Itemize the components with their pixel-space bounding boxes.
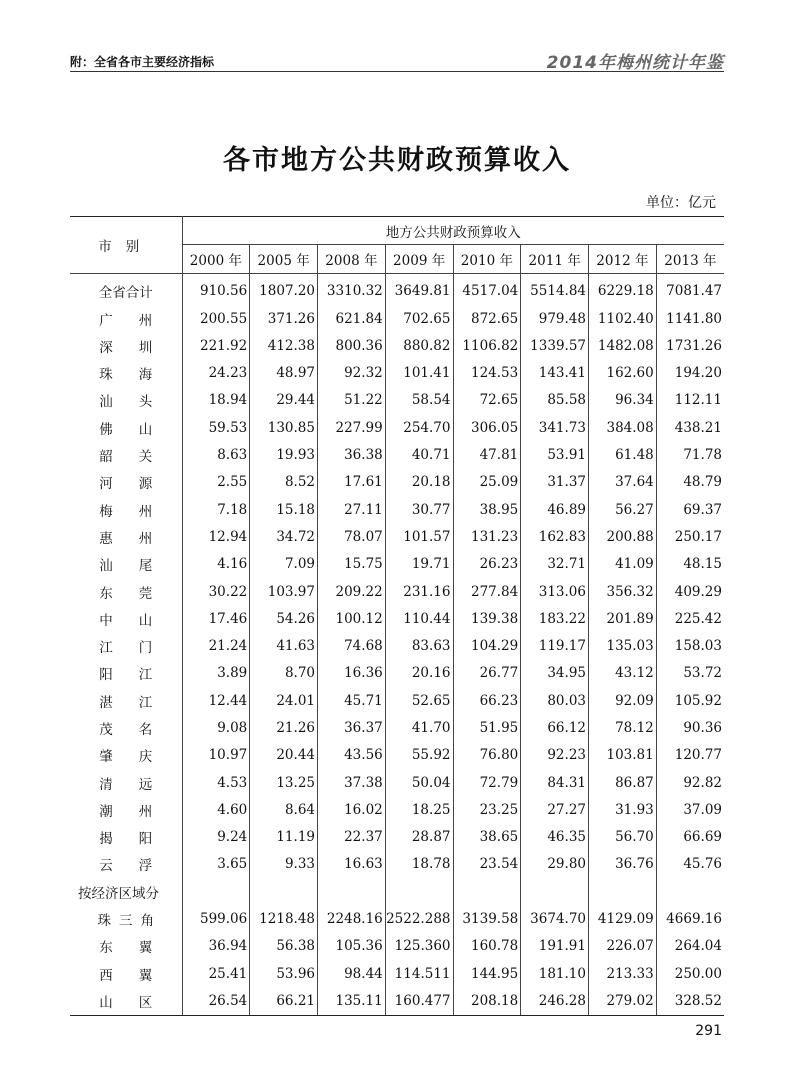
value-cell: 9.24 (217, 829, 248, 846)
region-label: 按经济区域分 (70, 878, 182, 905)
value-cell: 130.85 (250, 414, 318, 441)
value-cell: 41.70 (385, 714, 453, 741)
value-cell: 264.04 (656, 933, 724, 960)
value-cell: 12.44 (208, 692, 248, 709)
value-cell: 183.22 (521, 605, 589, 632)
value-cell: 96.34 (589, 387, 657, 414)
value-cell: 621.84 (318, 305, 386, 332)
value-cell: 23.25 (453, 796, 521, 823)
value-cell: 7081.47 (656, 273, 724, 305)
value-cell: 45.71 (318, 687, 386, 714)
value-cell: 1731.26 (656, 332, 724, 359)
value-cell: 29.80 (521, 851, 589, 878)
row-name: 肇庆 (70, 742, 182, 769)
value-cell: 47.81 (453, 441, 521, 468)
value-cell: 979.48 (521, 305, 589, 332)
year-header: 2005 年 (250, 245, 318, 273)
value-cell: 46.35 (521, 824, 589, 851)
value-cell: 26.54 (182, 987, 250, 1015)
value-cell: 24.23 (208, 365, 248, 382)
value-cell: 221.92 (200, 337, 248, 354)
value-cell: 2522.288 (385, 905, 453, 932)
value-cell: 16.02 (318, 796, 386, 823)
value-cell: 2248.16 (318, 905, 386, 932)
year-header: 2012 年 (589, 245, 657, 273)
value-cell: 59.53 (208, 419, 248, 436)
row-name: 珠海 (70, 359, 182, 386)
value-cell: 313.06 (521, 578, 589, 605)
table-row (70, 960, 724, 987)
value-cell: 1102.40 (589, 305, 657, 332)
value-cell: 48.79 (656, 469, 724, 496)
row-name: 揭阳 (70, 824, 182, 851)
value-cell: 17.46 (208, 610, 248, 627)
value-cell: 66.12 (521, 714, 589, 741)
value-cell: 3674.70 (521, 905, 589, 932)
row-name: 云浮 (70, 851, 182, 878)
value-cell: 92.32 (318, 359, 386, 386)
value-cell: 800.36 (318, 332, 386, 359)
value-cell: 72.79 (453, 769, 521, 796)
value-cell: 105.92 (656, 687, 724, 714)
value-cell: 4.16 (217, 556, 248, 573)
empty-cell (521, 878, 589, 905)
value-cell: 13.25 (250, 769, 318, 796)
value-cell: 8.52 (250, 469, 318, 496)
row-name: 佛山 (70, 414, 182, 441)
row-name: 东翼 (70, 933, 182, 960)
value-cell: 4517.04 (453, 273, 521, 305)
table-row (70, 742, 724, 769)
value-cell: 53.91 (521, 441, 589, 468)
value-cell: 104.29 (453, 632, 521, 659)
table-row (70, 714, 724, 741)
value-cell: 25.41 (208, 965, 248, 982)
value-cell: 194.20 (656, 359, 724, 386)
value-cell: 56.70 (589, 824, 657, 851)
value-cell: 21.26 (250, 714, 318, 741)
value-cell: 29.44 (250, 387, 318, 414)
value-cell: 28.87 (385, 824, 453, 851)
value-cell: 209.22 (318, 578, 386, 605)
table-row (70, 824, 724, 851)
table-row (70, 632, 724, 659)
table-row (70, 387, 724, 414)
value-cell: 112.11 (656, 387, 724, 414)
section-header: 附：全省各市主要经济指标 (70, 55, 215, 69)
value-cell: 92.09 (589, 687, 657, 714)
value-cell: 22.37 (318, 824, 386, 851)
value-cell: 43.12 (589, 660, 657, 687)
empty-cell (182, 878, 250, 905)
value-cell: 69.37 (656, 496, 724, 523)
value-cell: 226.07 (589, 933, 657, 960)
value-cell: 36.38 (318, 441, 386, 468)
value-cell: 34.72 (250, 523, 318, 550)
value-cell: 201.89 (589, 605, 657, 632)
value-cell: 71.78 (656, 441, 724, 468)
value-cell: 21.24 (208, 638, 248, 655)
value-cell: 16.36 (318, 660, 386, 687)
value-cell: 1218.48 (250, 905, 318, 932)
value-cell: 227.99 (318, 414, 386, 441)
value-cell: 48.15 (656, 551, 724, 578)
empty-cell (385, 878, 453, 905)
value-cell: 5514.84 (521, 273, 589, 305)
value-cell: 85.58 (521, 387, 589, 414)
value-cell: 92.23 (521, 742, 589, 769)
value-cell: 384.08 (589, 414, 657, 441)
row-name: 东莞 (70, 578, 182, 605)
value-cell: 341.73 (521, 414, 589, 441)
value-cell: 191.91 (521, 933, 589, 960)
value-cell: 8.70 (250, 660, 318, 687)
value-cell: 139.38 (453, 605, 521, 632)
value-cell: 2.55 (217, 474, 248, 491)
table-row (70, 414, 724, 441)
table-row (70, 905, 724, 932)
value-cell: 114.511 (385, 960, 453, 987)
value-cell: 54.26 (250, 605, 318, 632)
value-cell: 181.10 (521, 960, 589, 987)
value-cell: 4669.16 (656, 905, 724, 932)
value-cell: 50.04 (385, 769, 453, 796)
value-cell: 16.63 (318, 851, 386, 878)
year-header: 2009 年 (385, 245, 453, 273)
value-cell: 32.71 (521, 551, 589, 578)
value-cell: 225.42 (656, 605, 724, 632)
value-cell: 328.52 (656, 987, 724, 1015)
year-header: 2008 年 (318, 245, 386, 273)
value-cell: 279.02 (589, 987, 657, 1015)
table-row (70, 523, 724, 550)
value-cell: 20.44 (250, 742, 318, 769)
value-cell: 135.11 (318, 987, 386, 1015)
value-cell: 162.60 (589, 359, 657, 386)
value-cell: 3.65 (217, 856, 248, 873)
value-cell: 43.56 (318, 742, 386, 769)
value-cell: 438.21 (656, 414, 724, 441)
value-cell: 30.22 (208, 583, 248, 600)
value-cell: 231.16 (385, 578, 453, 605)
row-name: 广州 (70, 305, 182, 332)
value-cell: 910.56 (200, 283, 248, 300)
value-cell: 200.55 (200, 310, 248, 327)
value-cell: 254.70 (385, 414, 453, 441)
row-name: 韶关 (70, 441, 182, 468)
table-row (70, 332, 724, 359)
value-cell: 15.75 (318, 551, 386, 578)
table-row (70, 469, 724, 496)
value-cell: 46.89 (521, 496, 589, 523)
value-cell: 8.64 (250, 796, 318, 823)
page-title: 各市地方公共财政预算收入 (223, 145, 571, 176)
value-cell: 84.31 (521, 769, 589, 796)
value-cell: 143.41 (521, 359, 589, 386)
table-row (70, 551, 724, 578)
value-cell: 9.08 (217, 719, 248, 736)
value-cell: 98.44 (318, 960, 386, 987)
value-cell: 15.18 (250, 496, 318, 523)
table-row (70, 851, 724, 878)
value-cell: 162.83 (521, 523, 589, 550)
value-cell: 4.60 (217, 801, 248, 818)
row-name: 深圳 (70, 332, 182, 359)
value-cell: 100.12 (318, 605, 386, 632)
row-name: 茂名 (70, 714, 182, 741)
table-row (70, 605, 724, 632)
value-cell: 4129.09 (589, 905, 657, 932)
row-name: 珠三角 (70, 905, 182, 932)
value-cell: 213.33 (589, 960, 657, 987)
value-cell: 12.94 (208, 528, 248, 545)
value-cell: 23.54 (453, 851, 521, 878)
value-cell: 20.18 (385, 469, 453, 496)
year-header: 2010 年 (453, 245, 521, 273)
value-cell: 26.77 (453, 660, 521, 687)
year-header: 2000 年 (182, 245, 250, 273)
value-cell: 86.87 (589, 769, 657, 796)
value-cell: 11.19 (250, 824, 318, 851)
value-cell: 66.23 (453, 687, 521, 714)
value-cell: 61.48 (589, 441, 657, 468)
value-cell: 31.37 (521, 469, 589, 496)
value-cell: 38.65 (453, 824, 521, 851)
row-name: 湛江 (70, 687, 182, 714)
row-name: 汕头 (70, 387, 182, 414)
value-cell: 250.17 (656, 523, 724, 550)
value-cell: 880.82 (385, 332, 453, 359)
value-cell: 36.76 (589, 851, 657, 878)
unit-label: 单位：亿元 (646, 195, 716, 211)
value-cell: 58.54 (385, 387, 453, 414)
row-name: 阳江 (70, 660, 182, 687)
value-cell: 356.32 (589, 578, 657, 605)
value-cell: 119.17 (521, 632, 589, 659)
value-cell: 30.77 (385, 496, 453, 523)
value-cell: 26.23 (453, 551, 521, 578)
empty-cell (318, 878, 386, 905)
value-cell: 45.76 (656, 851, 724, 878)
value-cell: 3310.32 (318, 273, 386, 305)
row-name: 潮州 (70, 796, 182, 823)
value-cell: 72.65 (453, 387, 521, 414)
value-cell: 1482.08 (589, 332, 657, 359)
value-cell: 1807.20 (250, 273, 318, 305)
value-cell: 250.00 (656, 960, 724, 987)
value-cell: 110.44 (385, 605, 453, 632)
revenue-table (70, 216, 724, 1016)
value-cell: 872.65 (453, 305, 521, 332)
value-cell: 3139.58 (453, 905, 521, 932)
value-cell: 52.65 (385, 687, 453, 714)
value-cell: 66.21 (250, 987, 318, 1015)
value-cell: 92.82 (656, 769, 724, 796)
value-cell: 36.37 (318, 714, 386, 741)
value-cell: 246.28 (521, 987, 589, 1015)
value-cell: 120.77 (656, 742, 724, 769)
value-cell: 34.95 (521, 660, 589, 687)
table-row (70, 359, 724, 386)
table-row (70, 796, 724, 823)
row-name: 惠州 (70, 523, 182, 550)
value-cell: 200.88 (589, 523, 657, 550)
value-cell: 19.93 (250, 441, 318, 468)
value-cell: 3649.81 (385, 273, 453, 305)
value-cell: 74.68 (318, 632, 386, 659)
value-cell: 90.36 (656, 714, 724, 741)
row-name: 清远 (70, 769, 182, 796)
empty-cell (589, 878, 657, 905)
value-cell: 158.03 (656, 632, 724, 659)
row-name: 中山 (70, 605, 182, 632)
value-cell: 41.63 (250, 632, 318, 659)
value-cell: 9.33 (250, 851, 318, 878)
year-header: 2013 年 (656, 245, 724, 273)
value-cell: 18.94 (208, 392, 248, 409)
value-cell: 48.97 (250, 359, 318, 386)
row-name: 西翼 (70, 960, 182, 987)
empty-cell (656, 878, 724, 905)
value-cell: 17.61 (318, 469, 386, 496)
value-cell: 31.93 (589, 796, 657, 823)
region-label-row (70, 878, 724, 905)
value-cell: 7.09 (250, 551, 318, 578)
value-cell: 105.36 (318, 933, 386, 960)
value-cell: 41.09 (589, 551, 657, 578)
value-cell: 40.71 (385, 441, 453, 468)
page-number: 291 (695, 1023, 722, 1039)
value-cell: 36.94 (208, 938, 248, 955)
row-name: 河源 (70, 469, 182, 496)
value-cell: 124.53 (453, 359, 521, 386)
value-cell: 80.03 (521, 687, 589, 714)
value-cell: 51.22 (318, 387, 386, 414)
value-cell: 24.01 (250, 687, 318, 714)
table-row (70, 496, 724, 523)
value-cell: 51.95 (453, 714, 521, 741)
value-cell: 27.27 (521, 796, 589, 823)
value-cell: 101.41 (385, 359, 453, 386)
value-cell: 38.95 (453, 496, 521, 523)
value-cell: 306.05 (453, 414, 521, 441)
header-rule (70, 71, 724, 72)
empty-cell (453, 878, 521, 905)
table-row (70, 578, 724, 605)
value-cell: 3.89 (217, 665, 248, 682)
value-cell: 37.38 (318, 769, 386, 796)
revenue-group-header: 地方公共财政预算收入 (182, 217, 724, 245)
value-cell: 78.12 (589, 714, 657, 741)
value-cell: 18.78 (385, 851, 453, 878)
value-cell: 37.64 (589, 469, 657, 496)
value-cell: 277.84 (453, 578, 521, 605)
value-cell: 83.63 (385, 632, 453, 659)
value-cell: 27.11 (318, 496, 386, 523)
empty-cell (250, 878, 318, 905)
value-cell: 208.18 (453, 987, 521, 1015)
row-name: 梅州 (70, 496, 182, 523)
table-row (70, 933, 724, 960)
value-cell: 135.03 (589, 632, 657, 659)
city-column-header: 市别 (70, 217, 182, 274)
value-cell: 7.18 (217, 501, 248, 518)
value-cell: 125.360 (385, 933, 453, 960)
table-row (70, 687, 724, 714)
value-cell: 20.16 (385, 660, 453, 687)
value-cell: 131.23 (453, 523, 521, 550)
row-name: 全省合计 (70, 273, 182, 305)
value-cell: 53.72 (656, 660, 724, 687)
value-cell: 76.80 (453, 742, 521, 769)
value-cell: 1339.57 (521, 332, 589, 359)
value-cell: 144.95 (453, 960, 521, 987)
value-cell: 4.53 (217, 774, 248, 791)
value-cell: 8.63 (217, 447, 248, 464)
value-cell: 103.81 (589, 742, 657, 769)
value-cell: 56.38 (250, 933, 318, 960)
value-cell: 412.38 (250, 332, 318, 359)
value-cell: 702.65 (385, 305, 453, 332)
value-cell: 101.57 (385, 523, 453, 550)
table-row (70, 305, 724, 332)
value-cell: 10.97 (208, 747, 248, 764)
value-cell: 599.06 (200, 911, 248, 928)
yearbook-title: 2014年梅州统计年鉴 (546, 53, 724, 73)
value-cell: 78.07 (318, 523, 386, 550)
value-cell: 66.69 (656, 824, 724, 851)
value-cell: 6229.18 (589, 273, 657, 305)
value-cell: 19.71 (385, 551, 453, 578)
value-cell: 56.27 (589, 496, 657, 523)
row-name: 山区 (70, 987, 182, 1015)
value-cell: 1141.80 (656, 305, 724, 332)
table-row (70, 987, 724, 1015)
value-cell: 160.477 (385, 987, 453, 1015)
value-cell: 53.96 (250, 960, 318, 987)
table-row (70, 660, 724, 687)
row-name: 汕尾 (70, 551, 182, 578)
table-row (70, 441, 724, 468)
table-row (70, 273, 724, 305)
value-cell: 25.09 (453, 469, 521, 496)
value-cell: 409.29 (656, 578, 724, 605)
table-row (70, 769, 724, 796)
row-name: 江门 (70, 632, 182, 659)
value-cell: 55.92 (385, 742, 453, 769)
value-cell: 371.26 (250, 305, 318, 332)
value-cell: 1106.82 (453, 332, 521, 359)
year-header: 2011 年 (521, 245, 589, 273)
value-cell: 37.09 (656, 796, 724, 823)
value-cell: 160.78 (453, 933, 521, 960)
value-cell: 103.97 (250, 578, 318, 605)
value-cell: 18.25 (385, 796, 453, 823)
